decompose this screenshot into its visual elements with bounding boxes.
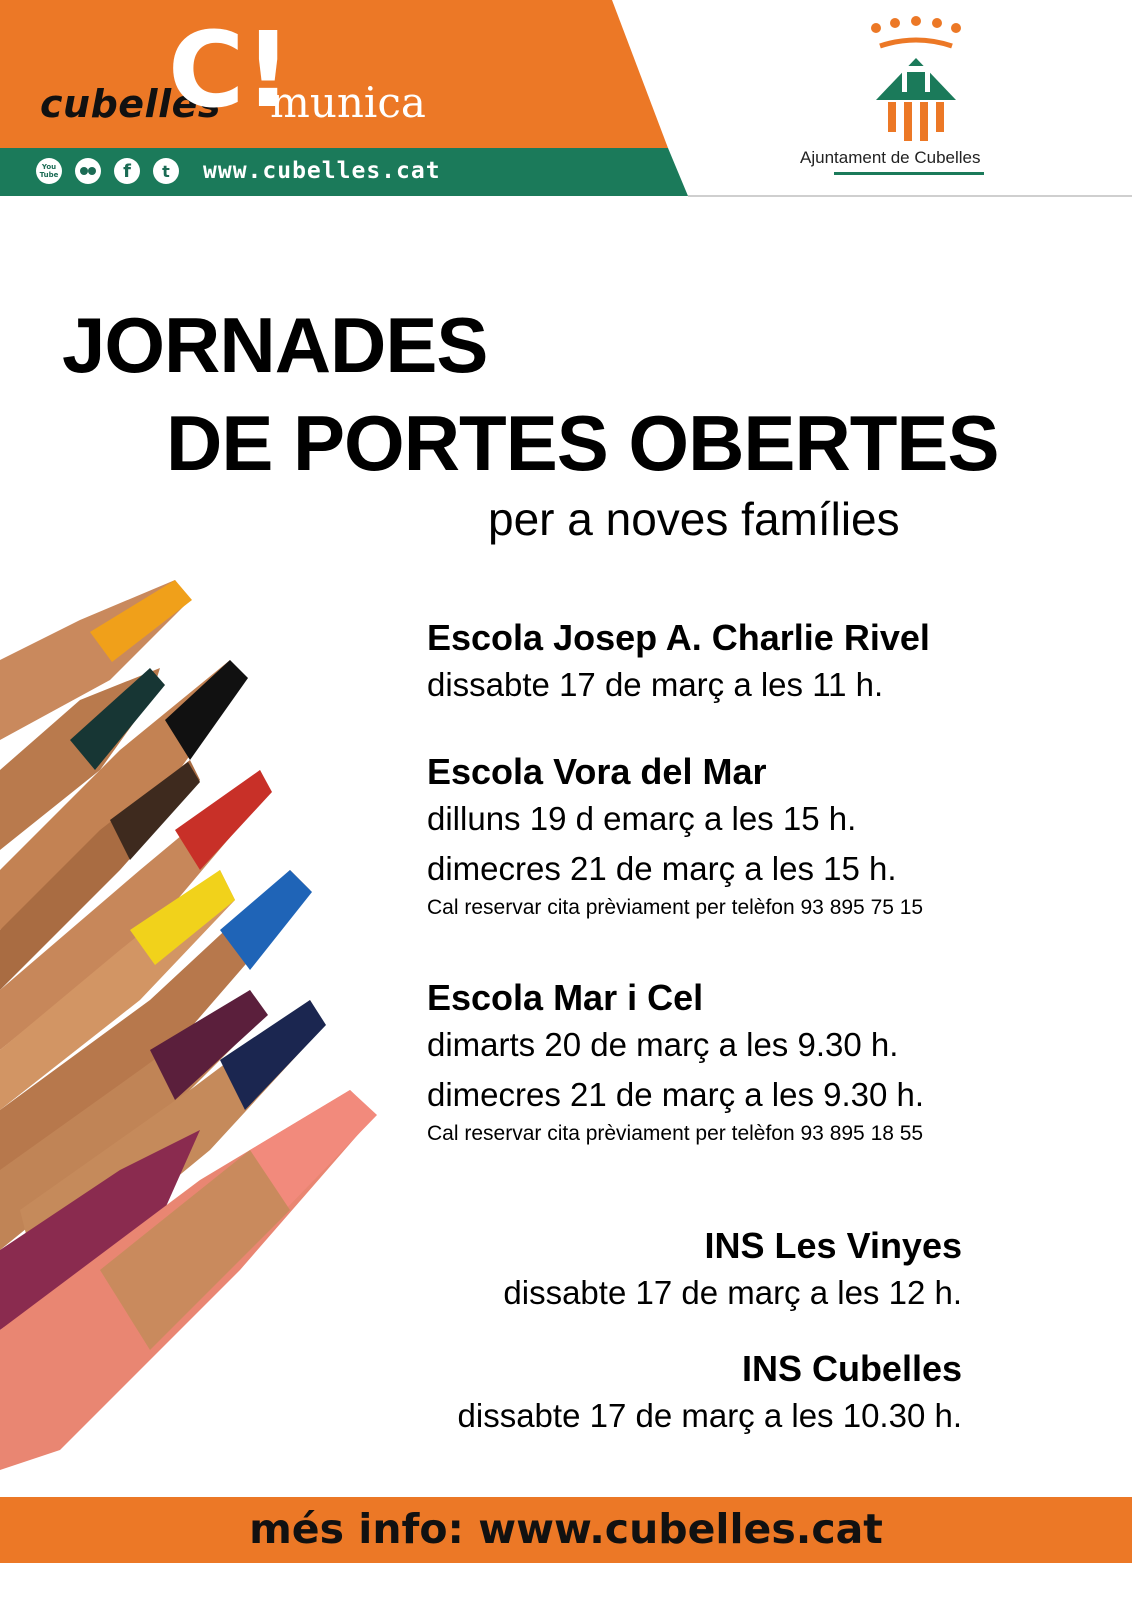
school-date: dissabte 17 de març a les 11 h. [427, 666, 884, 703]
school-charlie-rivel [427, 616, 930, 710]
page-subtitle: per a noves famílies [488, 493, 900, 545]
brand-suffix: munica [270, 78, 426, 127]
school-name: Escola Mar i Cel [427, 977, 704, 1018]
school-name: INS Les Vinyes [704, 1225, 962, 1266]
school-date: dimarts 20 de març a les 9.30 h. [427, 1026, 899, 1063]
colored-pencils-illustration [0, 570, 400, 1490]
header [0, 0, 1132, 200]
brand-prefix: cubelles [40, 82, 221, 126]
twitter-icon[interactable]: t [153, 158, 179, 184]
school-date: dilluns 19 d emarç a les 15 h. [427, 800, 857, 837]
header-website-link[interactable]: www.cubelles.cat [203, 158, 441, 184]
brand-logo-letter: C! [168, 9, 292, 131]
ajuntament-label: Ajuntament de Cubelles [800, 148, 981, 167]
school-vora-del-mar [427, 750, 923, 922]
school-ins-cubelles [458, 1347, 962, 1441]
school-date: dissabte 17 de març a les 10.30 h. [457, 1397, 962, 1434]
footer-info-link[interactable]: més info: www.cubelles.cat [249, 1505, 883, 1553]
school-ins-les-vinyes [503, 1224, 962, 1318]
school-name: Escola Josep A. Charlie Rivel [427, 617, 930, 658]
school-date: dimecres 21 de març a les 9.30 h. [427, 1076, 925, 1113]
page-title-line1: JORNADES [62, 301, 488, 389]
page-title-line2: DE PORTES OBERTES [166, 399, 999, 487]
flickr-icon[interactable] [75, 158, 101, 184]
facebook-icon[interactable]: f [114, 158, 140, 184]
school-note: Cal reservar cita prèviament per telèfon 93 895 75 15 [427, 896, 924, 919]
youtube-icon[interactable]: You Tube [36, 158, 62, 184]
ajuntament-underline [834, 172, 984, 175]
school-name: INS Cubelles [741, 1348, 962, 1389]
school-name: Escola Vora del Mar [427, 751, 767, 792]
school-date: dimecres 21 de març a les 15 h. [427, 850, 897, 887]
footer-bar [0, 1497, 1132, 1563]
school-note: Cal reservar cita prèviament per telèfon 93 895 18 55 [427, 1122, 924, 1145]
school-date: dissabte 17 de març a les 12 h. [503, 1274, 962, 1311]
social-icons [36, 158, 179, 184]
coat-of-arms-icon [862, 16, 972, 141]
school-mar-i-cel [427, 976, 924, 1148]
